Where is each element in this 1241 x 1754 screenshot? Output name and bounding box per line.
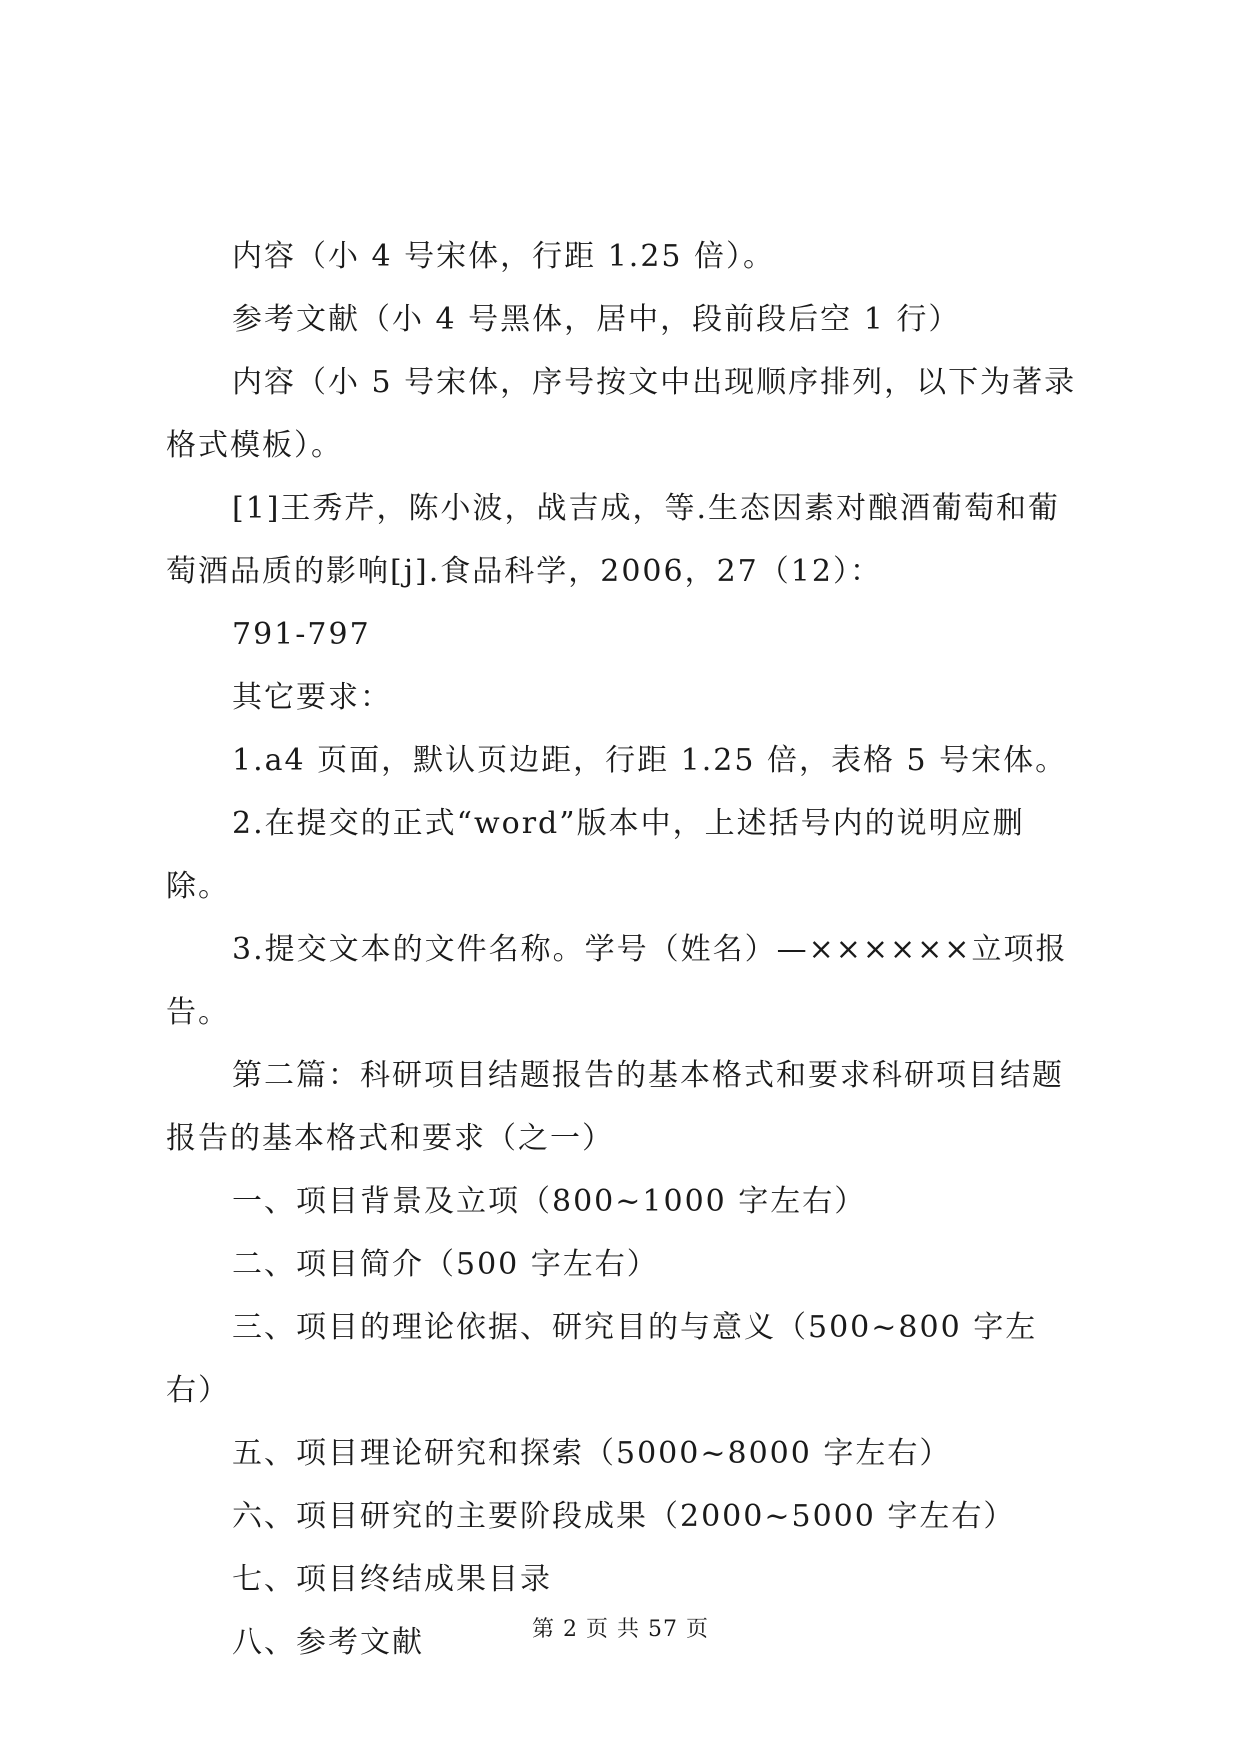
paragraph-second-article-title: 第二篇：科研项目结题报告的基本格式和要求科研项目结题报告的基本格式和要求（之一）: [166, 1058, 1064, 1156]
paragraph-section-6: 六、项目研究的主要阶段成果（2000~5000 字左右）: [232, 1499, 1016, 1534]
document-body: [166, 225, 1086, 1674]
paragraph-requirement-2: 2.在提交的正式“word”版本中，上述括号内的说明应删除。: [166, 806, 1025, 904]
paragraph-section-2: 二、项目简介（500 字左右）: [232, 1247, 659, 1282]
paragraph-other-requirements: 其它要求：: [232, 680, 392, 715]
paragraph-section-3: 三、项目的理论依据、研究目的与意义（500~800 字左右）: [166, 1310, 1038, 1408]
page-number-footer: 第 2 页 共 57 页: [532, 1617, 709, 1642]
paragraph-reference-pages: 791-797: [232, 617, 371, 652]
paragraph-requirement-3: 3.提交文本的文件名称。学号（姓名）—××××××立项报告。: [166, 932, 1068, 1030]
paragraph-section-5: 五、项目理论研究和探索（5000~8000 字左右）: [232, 1436, 952, 1471]
paragraph-section-8: 八、参考文献: [232, 1625, 424, 1660]
paragraph-section-1: 一、项目背景及立项（800~1000 字左右）: [232, 1184, 867, 1219]
paragraph-section-7: 七、项目终结成果目录: [232, 1562, 552, 1597]
paragraph-references-content-format: 内容（小 5 号宋体，序号按文中出现顺序排列，以下为著录格式模板）。: [166, 365, 1077, 463]
paragraph-reference-example: [1]王秀芹，陈小波，战吉成，等.生态因素对酿酒葡萄和葡萄酒品质的影响[j].食品科学，2006，27（12）：: [166, 491, 1061, 589]
paragraph-requirement-1: 1.a4 页面，默认页边距，行距 1.25 倍，表格 5 号宋体。: [232, 743, 1068, 778]
paragraph-references-heading-format: 参考文献（小 4 号黑体，居中，段前段后空 1 行）: [232, 302, 961, 337]
paragraph-content-format: 内容（小 4 号宋体，行距 1.25 倍）。: [232, 239, 776, 274]
